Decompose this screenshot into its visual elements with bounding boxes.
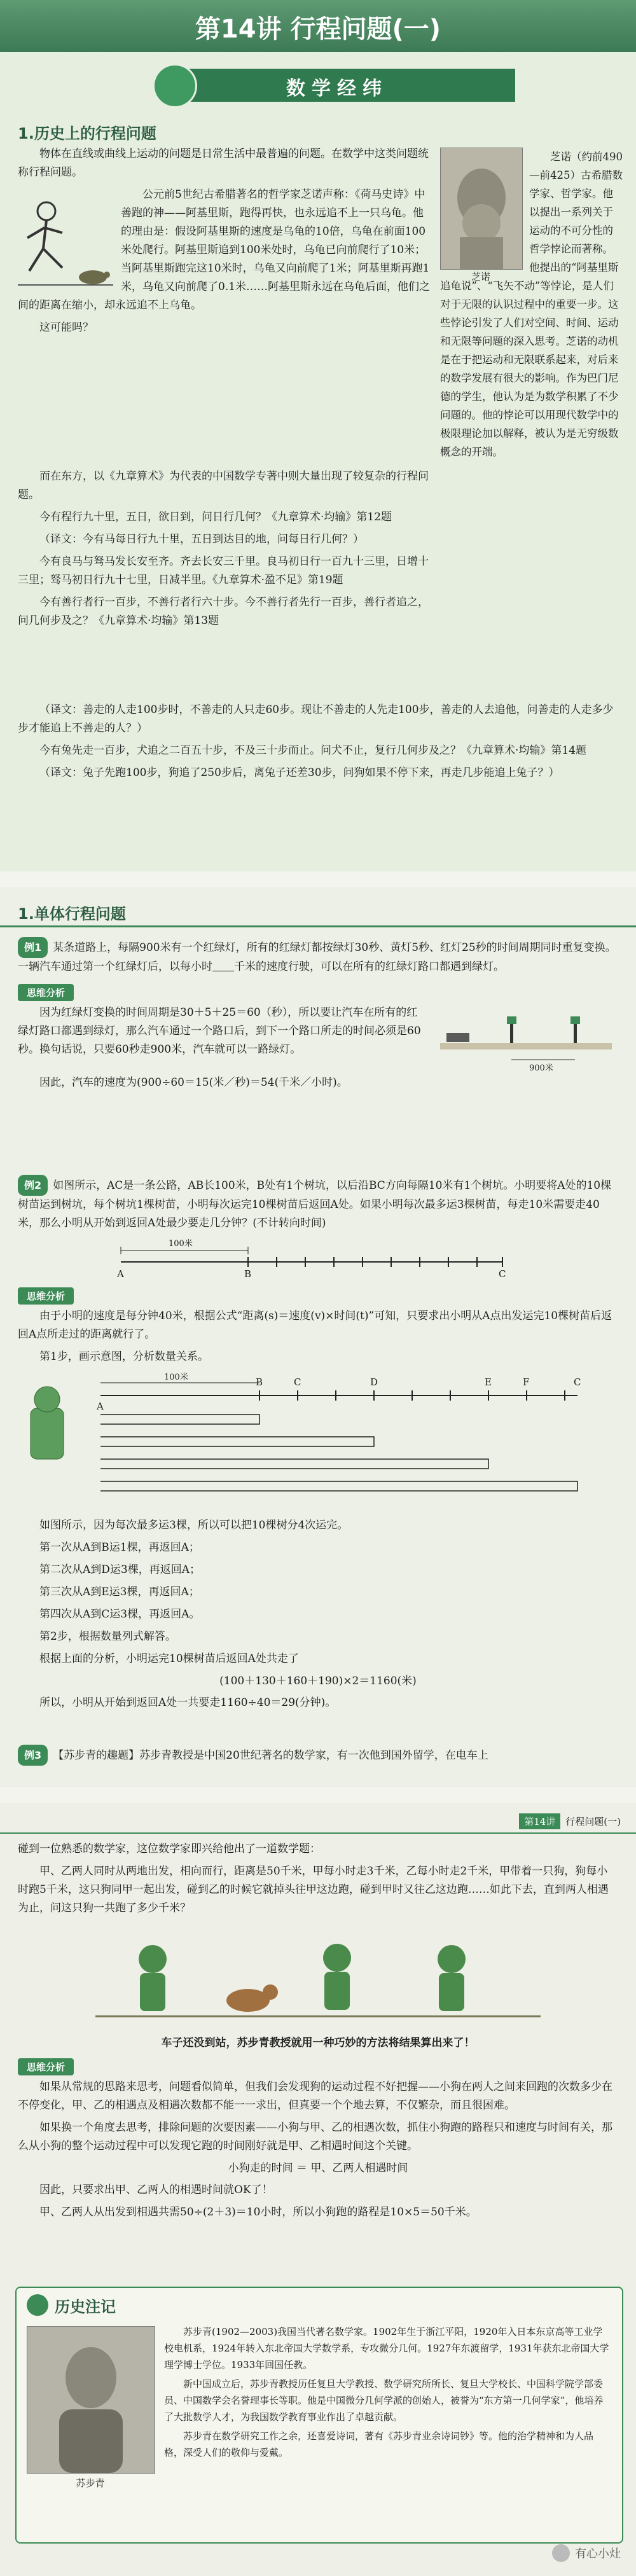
example-3-question <box>18 1745 618 1766</box>
example-2-analysis: 由于小明的速度是每分钟40米，根据公式“距离(s)＝速度(v)×时间(t)”可知，只要求出小明从A点出发运完10棵树苗后返回A点所走过的距离就行了。 <box>18 1310 612 1341</box>
example-2-total-intro: 根据上面的分析，小明运完10棵树苗后返回A处共走了 <box>39 1652 299 1665</box>
main-column <box>18 145 431 341</box>
intro-text: 物体在直线或曲线上运动的问题是日常生活中最普遍的问题。在数学中这类问题统称行程问题。 <box>18 148 429 179</box>
analysis-paragraph-4: 甲、乙两人从出发到相遇共需50÷(2＋3)＝10小时，所以小狗跑的路程是10×5＝50千米。 <box>39 2206 477 2219</box>
classic-problem-1 <box>18 508 431 527</box>
page-1 <box>0 0 636 871</box>
example-3-problem: 甲、乙两人同时从两地出发，相向而行，距离是50千米，甲每小时走3千米，乙每小时走2千米，甲带着一只狗，狗每小时跑5千米，这只狗同甲一起出发，碰到乙的时候它就掉头往甲这边跑，碰到甲时又往乙这边跑……如此下去，直到两人相遇为止，问这只狗一共跑了多少千米？ <box>18 1865 609 1915</box>
road-distance-label: 900米 <box>529 1063 553 1073</box>
bottom-section <box>18 701 623 786</box>
section-title: 1.单体行程问题 <box>18 905 126 923</box>
classic-problem-4-translation: （译文：兔子先跑100步，狗追了250步后，离兔子还差30步，问狗如果不停下来，再走几步能追上兔子？） <box>39 766 560 779</box>
banner-leaf-icon <box>153 64 197 108</box>
history-box <box>15 2287 623 2544</box>
classic-problem-1-translation: （译文：今有马每日行九十里，五日到达目的地，问每日行几何？） <box>39 533 364 546</box>
classic-problem-4 <box>18 742 623 760</box>
page-gap-2 <box>0 1787 636 1803</box>
history-box-title: 历史注记 <box>55 2298 116 2316</box>
think-label-1: 思维分析 <box>18 984 74 1001</box>
running-header <box>519 1813 621 1829</box>
page-2 <box>0 887 636 1787</box>
sidebar-text: 芝诺（约前490—前425）古希腊数学家、哲学家。他以提出一系列关于运动的不可分性的哲学悖论而著称。他提出的“阿基里斯追龟说”、“飞矢不动”等悖论，是人们对于无限的认识过程中的重要一步。这些悖论引发了人们对空间、时间、运动和无限等问题的深入思考。芝诺的动机是在于把运动和无限联系起来，对后来的数学发展有很大的影响。作为巴门尼德的学生，他认为是为数学积累了不少问题的。他的悖论可以用现代数学中的极限理论加以解释，被认为是无穷级数概念的开端。 <box>440 151 623 458</box>
diagram-2-point-c: C <box>294 1376 301 1388</box>
example-3-continuation: 碰到一位熟悉的数学家，这位数学家即兴给他出了一道数学题： <box>18 1843 321 1855</box>
portrait-caption: 芝诺 <box>471 271 490 282</box>
diagram-1-point-a: A <box>117 1268 124 1280</box>
diagram-2-distance: 100米 <box>164 1373 188 1382</box>
zeno-question: 这可能吗？ <box>39 321 93 334</box>
example-2-result: 所以，小明从开始到返回A处一共要走1160÷40＝29(分钟)。 <box>39 1696 336 1709</box>
watermark-text: 有心小灶 <box>575 2547 621 2561</box>
diagram-2-point-d: D <box>370 1376 378 1388</box>
classic-problem-4-text: 今有兔先走一百步，犬追之二百五十步，不及三十步而止。问犬不止，复行几何步及之？ <box>39 744 461 757</box>
header-lecture-number: 第14讲 <box>519 1813 560 1829</box>
watermark <box>552 2544 621 2562</box>
example-1-result: 因此，汽车的速度为(900÷60＝15(米／秒)＝54(千米／小时)。 <box>39 1076 348 1089</box>
history-paragraph-2: 新中国成立后，苏步青教授历任复旦大学教授、数学研究所所长、复旦大学校长、中国科学院学部委员、中国数学会名誉理事长等职。他是中国微分几何学派的创始人，被誉为“东方第一几何学家”，他培养了大批数学人才，为我国数学教育事业作出了卓越贡献。 <box>164 2378 604 2423</box>
classic-problem-3-text: 今有善行者行一百步，不善行者行六十步。今不善行者先行一百步，善行者追之，问几何步及之？ <box>18 596 429 627</box>
example-1-analysis: 因为红绿灯变换的时间周期是30＋5＋25＝60（秒），所以要让汽车在所有的红绿灯路口都遇到绿灯，那么汽车通过一个路口后，到下一个路口所走的时间必须是60秒。换句话说，只要60秒走900米，汽车就可以一路绿灯。 <box>18 1006 421 1056</box>
road-diagram <box>434 1004 618 1074</box>
example-3 <box>18 1745 618 1769</box>
portrait-caption: 苏步青 <box>76 2477 105 2489</box>
example-1 <box>18 937 618 1096</box>
diagram-2-point-b: B <box>256 1376 263 1388</box>
analysis-paragraph-1: 如果从常规的思路来思考，问题看似简单，但我们会发现狗的运动过程不好把握——小狗在两人之间来回跑的次数多少在不停变化，甲、乙的相遇点及相遇次数都不能一一求出，但真要一个个地去算，不仅繁杂，而且很困难。 <box>18 2081 612 2112</box>
example-2-label: 例2 <box>18 1175 48 1196</box>
header-lecture-title: 行程问题(一) <box>565 1816 621 1827</box>
classic-problem-4-source: 《九章算术·均输》第14题 <box>461 744 587 757</box>
diagram-1-distance: 100米 <box>169 1239 193 1249</box>
classic-problem-2 <box>18 553 431 590</box>
trip-2: 第二次从A到D运3棵，再返回A； <box>39 1563 200 1576</box>
sidebar <box>440 148 623 696</box>
page-gap-1 <box>0 871 636 887</box>
diagram-2-point-f: F <box>523 1376 530 1388</box>
classic-problem-3 <box>18 593 431 630</box>
example-2-step-1: 第1步，画示意图，分析数量关系。 <box>39 1350 209 1363</box>
zeno-paragraph: 公元前5世纪古希腊著名的哲学家芝诺声称：《荷马史诗》中善跑的神——阿基里斯，跑得再快，也永远追不上一只乌龟。他的理由是：假设阿基里斯的速度是乌龟的10倍，乌龟在前面100米处爬行。阿基里斯追到100米处时，乌龟已向前爬行了10米；当阿基里斯跑完这10米时，乌龟又向前爬了1米；阿基里斯再跑1米，乌龟又向前爬了0.1米……阿基里斯永远在乌龟后面，他们之间的距离在缩小，却永远追不上乌龟。 <box>18 188 431 312</box>
classic-problem-2-source: 《九章算术·盈不足》第19题 <box>212 574 343 586</box>
example-1-text: 某条道路上，每隔900米有一个红绿灯，所有的红绿灯都按绿灯30秒、黄灯5秒、红灯25秒的时间周期同时重复变换。一辆汽车通过第一个红绿灯后，以每小时＿＿千米的速度行驶，可以在所有的红绿灯路口都遇到绿灯。 <box>18 941 616 973</box>
analysis-formula: 小狗走的时间 ＝ 甲、乙两人相遇时间 <box>228 2162 408 2175</box>
example-3-continued <box>18 1840 618 1922</box>
diagram-1-point-b: B <box>244 1268 252 1280</box>
history-paragraph-3: 苏步青在数学研究工作之余，还喜爱诗词，著有《苏步青业余诗词钞》等。他的治学精神和为人品格，深受人们的敬仰与爱戴。 <box>164 2430 594 2458</box>
trip-1: 第一次从A到B运1棵，再返回A； <box>39 1541 200 1554</box>
section-title: 1.历史上的行程问题 <box>18 125 156 142</box>
diagram-2-point-c-end: C <box>574 1376 581 1388</box>
banner-title: 数学经纬 <box>286 78 388 100</box>
example-3-label: 例3 <box>18 1745 48 1766</box>
think-label-2: 思维分析 <box>18 1287 74 1305</box>
classic-problem-3-source: 《九章算术·均输》第13题 <box>93 614 219 627</box>
su-buqing-portrait <box>27 2326 155 2474</box>
classic-problem-1-source: 《九章算术·均输》第12题 <box>266 511 392 523</box>
header-rule <box>0 1832 636 1834</box>
example-2-question <box>18 1175 618 1233</box>
tree-pit-diagram <box>95 1236 541 1281</box>
example-2 <box>18 1175 618 1716</box>
example-1-label: 例1 <box>18 937 48 958</box>
zeno-portrait <box>440 148 523 270</box>
classic-problem-3-translation: （译文：善走的人走100步时，不善走的人只走60步。现让不善走的人先走100步，善走的人去追他，问善走的人走多少步才能追上不善走的人？） <box>18 703 614 735</box>
runner-illustration <box>18 188 113 290</box>
trip-diagram <box>18 1370 618 1516</box>
history-text <box>164 2323 609 2461</box>
analysis-section <box>18 2054 618 2226</box>
china-section <box>18 467 431 634</box>
example-1-analysis-row <box>18 1004 618 1074</box>
example-2-text: 如图所示，AC是一条公路，AB长100米，B处有1个树坑，以后沿BC方向每隔10米有1个树坑。小明要将A处的10棵树苗运到树坑，每个树坑1棵树苗，小明每次运完10棵树苗后返回A处。如果小明每次最多运3棵树苗，每走10米需要走40米，那么小明从开始到返回A处最少要走几分钟？(不计转向时间) <box>18 1179 612 1229</box>
example-2-step-2: 第2步，根据数量列式解答。 <box>39 1630 176 1643</box>
china-paragraph: 而在东方，以《九章算术》为代表的中国数学专著中则大量出现了较复杂的行程问题。 <box>18 470 429 501</box>
example-2-formula: (100＋130＋160＋190)×2＝1160(米) <box>219 1675 417 1687</box>
wechat-icon <box>552 2544 570 2562</box>
lecture-title: 第14讲 行程问题(一) <box>195 15 441 44</box>
example-1-question <box>18 937 618 976</box>
trip-3: 第三次从A到E运3棵，再返回A； <box>39 1586 200 1598</box>
classic-problem-1-text: 今有程行九十里，五日，欲日到，问日行几何？ <box>39 511 266 523</box>
classic-problem-2-text: 今有良马与驽马发长安至齐。齐去长安三千里。良马初日行一百九十三里，日增十三里；驽马初日行九十七里，日减半里。 <box>18 555 429 586</box>
history-icon <box>27 2294 48 2316</box>
cartoon-illustration <box>95 1934 541 2029</box>
diagram-1-point-c: C <box>499 1268 506 1280</box>
example-2-step-note: 如图所示，因为每次最多运3棵，所以可以把10棵树分4次运完。 <box>39 1519 349 1532</box>
analysis-paragraph-3: 因此，只要求出甲、乙两人的相遇时间就OK了！ <box>39 2184 273 2196</box>
trip-4: 第四次从A到C运3棵，再返回A。 <box>39 1608 200 1621</box>
think-label-3: 思维分析 <box>18 2058 74 2075</box>
page-3 <box>0 1803 636 2576</box>
diagram-2-point-a: A <box>97 1401 104 1412</box>
diagram-2-point-e: E <box>485 1376 492 1388</box>
example-3-text: 【苏步青的趣题】苏步青教授是中国20世纪著名的数学家，有一次他到国外留学，在电车上 <box>53 1749 488 1762</box>
cartoon-caption: 车子还没到站，苏步青教授就用一种巧妙的方法将结果算出来了！ <box>161 2037 475 2049</box>
history-paragraph-1: 苏步青(1902—2003)我国当代著名数学家。1902年生于浙江平阳，1920年入日本东京高等工业学校电机系，1924年转入东北帝国大学数学系，专攻微分几何。1927年东渡留学，1931年获东北帝国大学理学博士学位。1933年回国任教。 <box>164 2326 609 2371</box>
analysis-paragraph-2: 如果换一个角度去思考，排除问题的次要因素——小狗与甲、乙的相遇次数，抓住小狗跑的路程只和速度与时间有关，那么从小狗的整个运动过程中可以发现它跑的时间刚好就是甲、乙相遇时间这个关键。 <box>18 2121 612 2152</box>
